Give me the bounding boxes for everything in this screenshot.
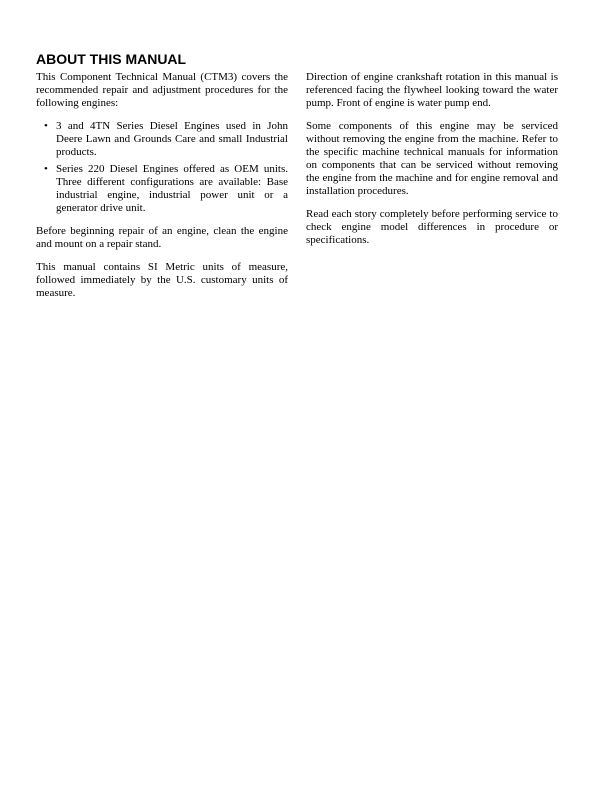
list-item-text: 3 and 4TN Series Diesel Engines used in John Deere Lawn and Grounds Care and small Industrial products. (56, 120, 288, 158)
list-item (36, 120, 288, 159)
left-column (36, 71, 288, 310)
intro-paragraph: This Component Technical Manual (CTM3) covers the recommended repair and adjustment procedures for the following engines: (36, 71, 288, 109)
service-paragraph: Some components of this engine may be serviced without removing the engine from the machine. Refer to the specific machine technical manuals for information on components that can be serviced without removing the engine from the machine and for engine removal and installation procedures. (306, 120, 558, 197)
repair-prep-paragraph: Before beginning repair of an engine, clean the engine and mount on a repair stand. (36, 225, 288, 250)
list-item (36, 163, 288, 215)
read-story-paragraph: Read each story completely before performing service to check engine model differences in procedure or specifications. (306, 208, 558, 246)
rotation-paragraph: Direction of engine crankshaft rotation in this manual is referenced facing the flywheel looking toward the water pump. Front of engine is water pump end. (306, 71, 558, 109)
list-item-text: Series 220 Diesel Engines offered as OEM units. Three different configurations are available: Base industrial engine, industrial power unit or a generator drive unit. (56, 163, 288, 214)
bullet-icon: • (44, 163, 48, 175)
bullet-icon: • (44, 120, 48, 132)
page-title: ABOUT THIS MANUAL (36, 51, 187, 67)
right-column (306, 71, 558, 257)
engine-list (36, 120, 288, 215)
units-paragraph: This manual contains SI Metric units of measure, followed immediately by the U.S. customary units of measure. (36, 261, 288, 299)
